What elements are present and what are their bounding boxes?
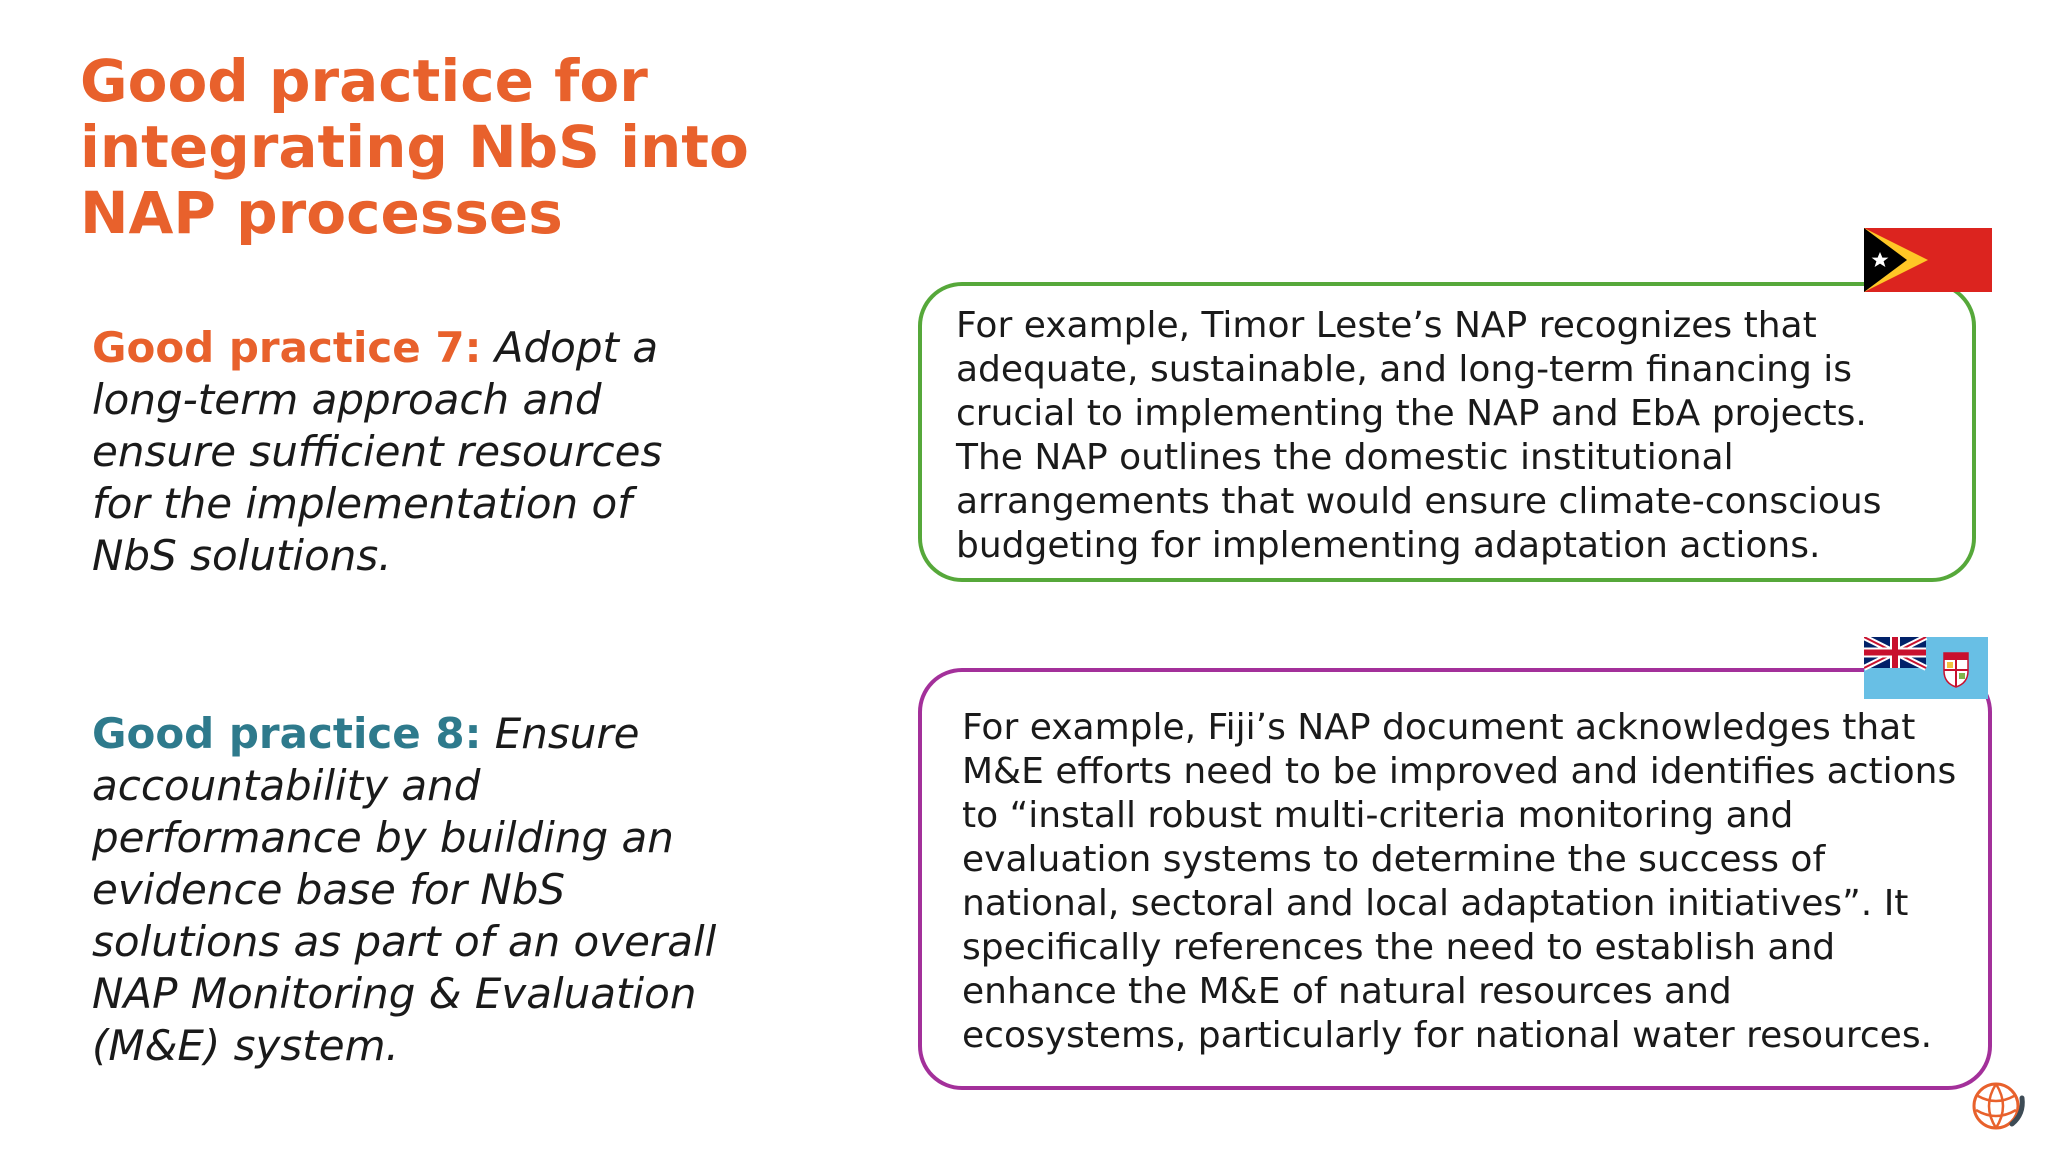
fiji-flag-icon [1864,637,1988,699]
timor-leste-example-text: For example, Timor Leste’s NAP recognizes that adequate, sustainable, and long-term financing is crucial to implementing the NAP and EbA projects. The NAP outlines the domestic institutional arrangements that would ensure climate-conscious budgeting for implementing adaptation actions. [956,305,1882,566]
fiji-example-text: For example, Fiji’s NAP document acknowledges that M&E efforts need to be improved and identifies actions to “install robust multi-criteria monitoring and evaluation systems to determine the success of national, sectoral and local adaptation initiatives”. It specifically references the need to establish and enhance the M&E of natural resources and ecosystems, particularly for national water resources. [962,707,1957,1056]
fiji-example-box [918,668,1992,1090]
timor-leste-example-box [918,282,1976,582]
timor-leste-flag-icon [1864,228,1992,292]
slide-title: Good practice for integrating NbS into NAP processes [80,47,749,247]
good-practice-7-label: Good practice 7: [92,323,482,372]
good-practice-8-text: Ensure accountability and performance by building an evidence base for NbS solutions as part of an overall NAP Monitoring & Evaluation (M&E) system. [92,709,717,1070]
globe-logo-icon [1966,1074,2030,1138]
good-practice-8 [92,708,722,1072]
good-practice-7-text: Adopt a long-term approach and ensure sufficient resources for the implementation of NbS solutions. [92,323,663,580]
good-practice-8-label: Good practice 8: [92,709,482,758]
good-practice-7 [92,322,702,582]
